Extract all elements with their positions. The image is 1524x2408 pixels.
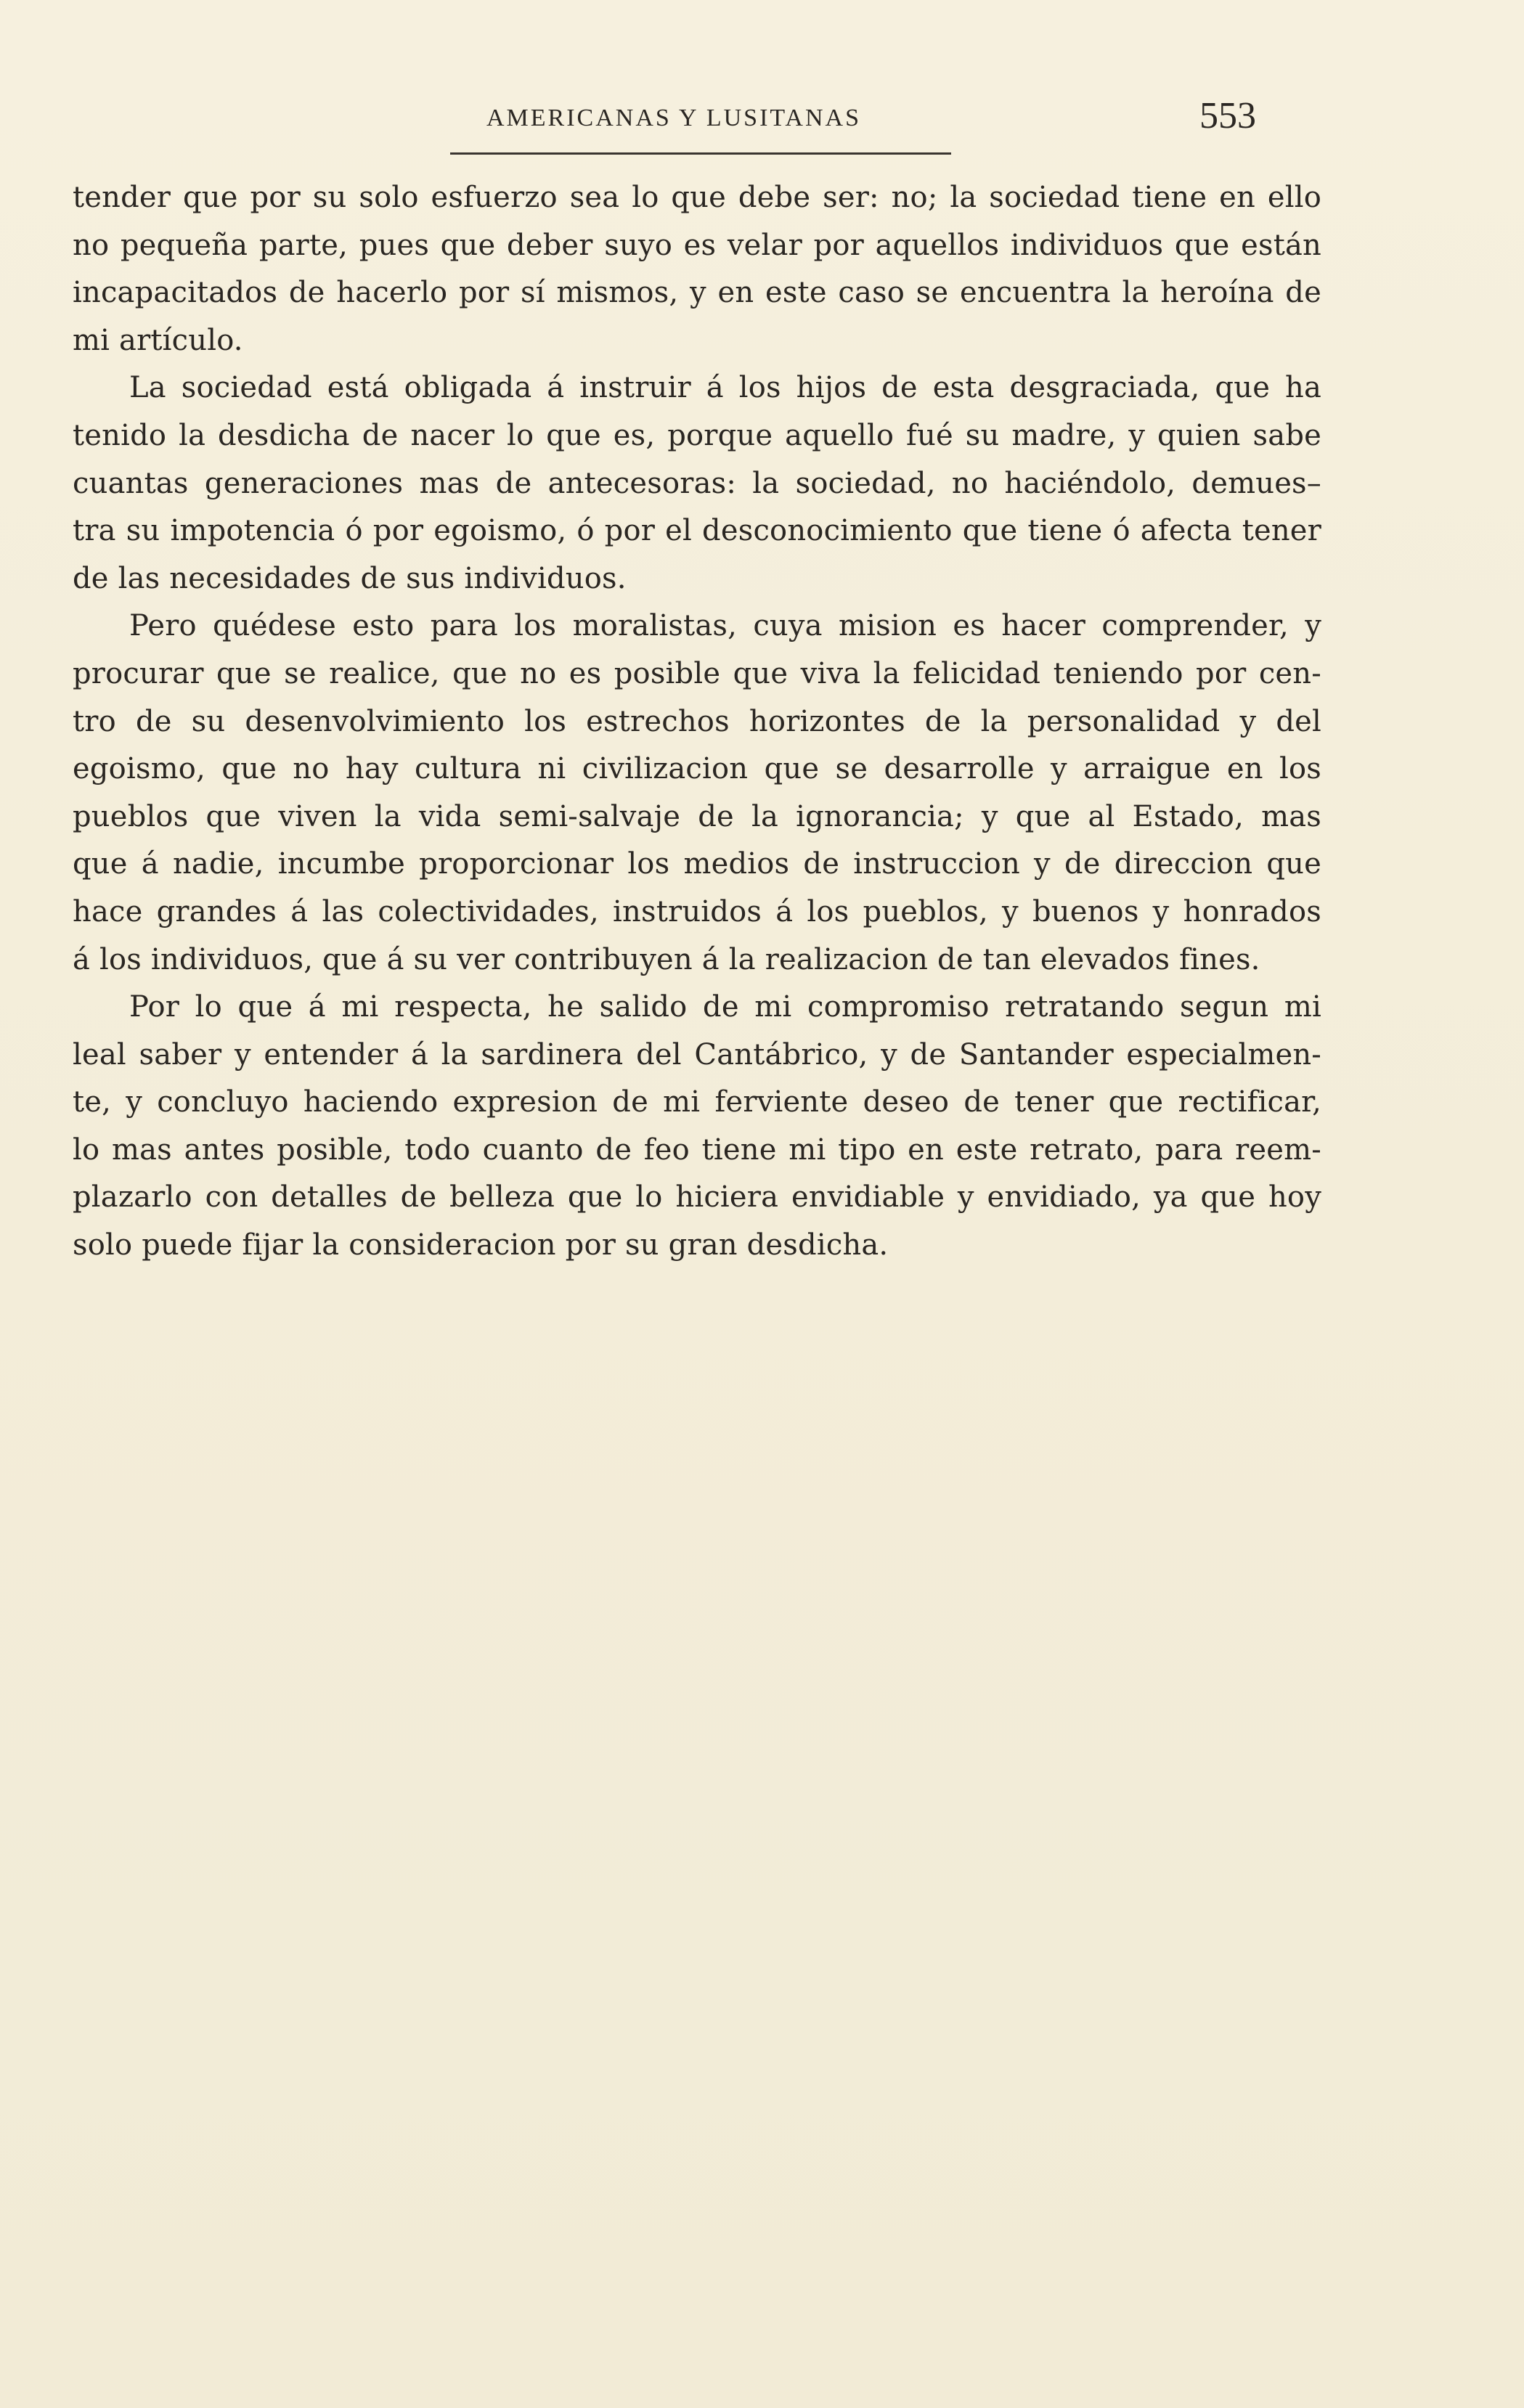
- text-line: lo mas antes posible, todo cuanto de feo tiene mi tipo en este retrato, para reem-: [73, 1132, 1321, 1167]
- text-line: tro de su desenvolvimiento los estrechos horizontes de la personalidad y del: [73, 704, 1321, 738]
- text-line: tra su impotencia ó por egoismo, ó por el desconocimiento que tiene ó afecta tener: [73, 514, 1321, 548]
- text-line: te, y concluyo haciendo expresion de mi ferviente deseo de tener que rectificar,: [73, 1085, 1321, 1119]
- text-line: de las necesidades de sus individuos.: [73, 561, 627, 595]
- page-number: 553: [1199, 95, 1256, 136]
- text-line: Por lo que á mi respecta, he salido de mi compromiso retratando segun mi: [129, 990, 1321, 1024]
- text-line: á los individuos, que á su ver contribuyen á la realizacion de tan elevados fines.: [73, 942, 1260, 976]
- text-line: incapacitados de hacerlo por sí mismos, y en este caso se encuentra la heroína de: [73, 276, 1321, 310]
- text-line: pueblos que viven la vida semi-salvaje de la ignorancia; y que al Estado, mas: [73, 799, 1321, 833]
- text-line: que á nadie, incumbe proporcionar los medios de instruccion y de direccion que: [73, 847, 1321, 881]
- text-line: Pero quédese esto para los moralistas, cuya mision es hacer comprender, y: [129, 609, 1321, 643]
- page-header: [0, 95, 1524, 158]
- running-title: AMERICANAS Y LUSITANAS: [486, 105, 862, 131]
- text-line: tenido la desdicha de nacer lo que es, porque aquello fué su madre, y quien sabe: [73, 418, 1321, 452]
- text-line: hace grandes á las colectividades, instruidos á los pueblos, y buenos y honrados: [73, 894, 1321, 928]
- text-line: no pequeña parte, pues que deber suyo es velar por aquellos individuos que están: [73, 228, 1321, 262]
- body-text: [73, 174, 1321, 1270]
- header-rule: [450, 152, 951, 155]
- text-line: tender que por su solo esfuerzo sea lo que debe ser: no; la sociedad tiene en ello: [73, 181, 1321, 214]
- text-line: solo puede fijar la consideracion por su gran desdicha.: [73, 1228, 889, 1262]
- text-line: La sociedad está obligada á instruir á los hijos de esta desgraciada, que ha: [129, 371, 1321, 405]
- text-line: plazarlo con detalles de belleza que lo hiciera envidiable y envidiado, ya que hoy: [73, 1180, 1321, 1215]
- text-line: mi artículo.: [73, 323, 243, 357]
- text-line: leal saber y entender á la sardinera del Cantábrico, y de Santander especialmen-: [73, 1037, 1321, 1072]
- text-line: egoismo, que no hay cultura ni civilizacion que se desarrolle y arraigue en los: [73, 752, 1321, 786]
- text-line: procurar que se realice, que no es posible que viva la felicidad teniendo por cen-: [73, 656, 1321, 690]
- text-line: cuantas generaciones mas de antecesoras: la sociedad, no haciéndolo, demues–: [73, 466, 1321, 500]
